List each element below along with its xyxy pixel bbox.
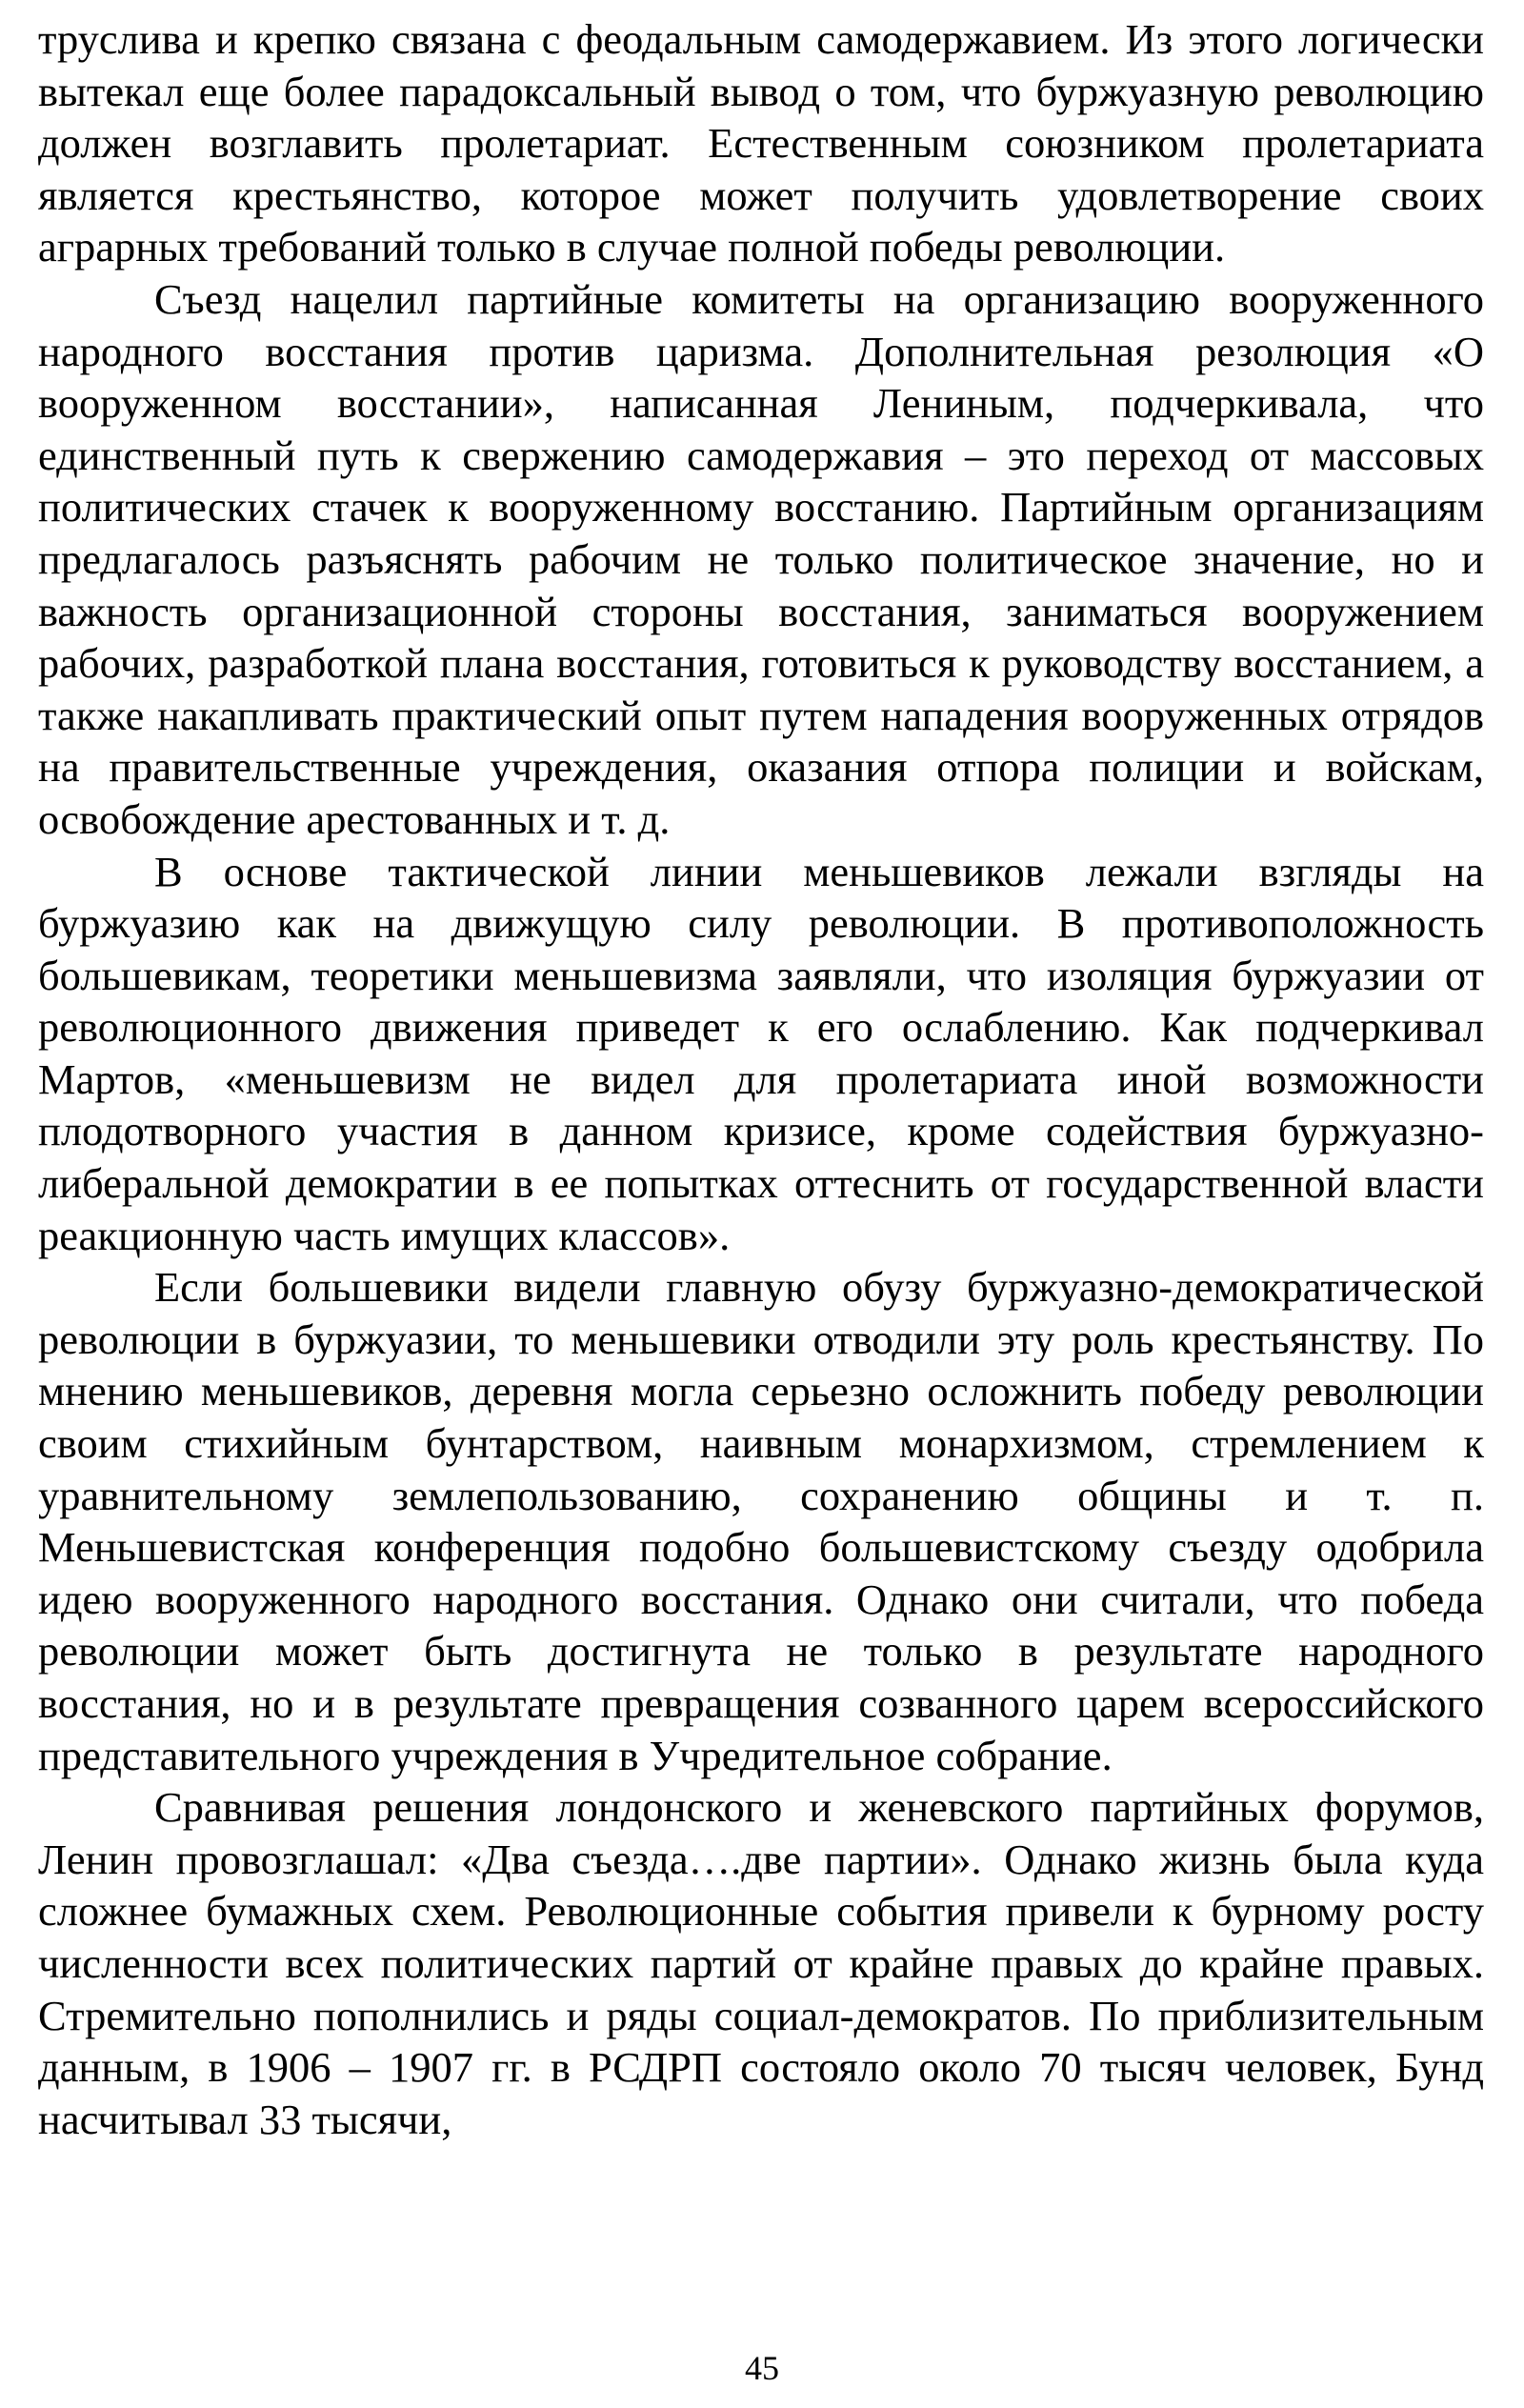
paragraph-continuation: труслива и крепко связана с феодальным самодержавием. Из этого логически вытекал еще более парадоксальный вывод о том, что буржуазную революцию должен возглавить пролетариат. Естественным союзником пролетариата является крестьянство, которое может получить удовлетворение своих аграрных требований только в случае полной победы революции. (38, 15, 1484, 271)
paragraph-armed-uprising: Съезд нацелил партийные комитеты на организацию вооруженного народного восстания против царизма. Дополнительная резолюция «О вооруженном восстании», написанная Лениным, подчеркивала, что единственный путь к свержению самодержавия – это переход от массовых политических стачек к вооруженному восстанию. Партийным организациям предлагалось разъяснять рабочим не только политическое значение, но и важность организационной стороны восстания, заниматься вооружением рабочих, разработкой плана восстания, готовиться к руководству восстанием, а также накапливать практический опыт путем нападения вооруженных отрядов на правительственные учреждения, оказания отпора полиции и войскам, освобождение арестованных и т. д. (38, 274, 1484, 843)
paragraph-peasantry-role: Если большевики видели главную обузу буржуазно-демократической революции в буржуазии, то меньшевики отводили эту роль крестьянству. По мнению меньшевиков, деревня могла серьезно осложнить победу революции своим стихийным бунтарством, наивным монархизмом, стремлением к уравнительному землепользованию, сохранению общины и т. п. Меньшевистская конференция подобно большевистскому съезду одобрила идею вооруженного народного восстания. Однако они считали, что победа революции может быть достигнута не только в результате народного восстания, но и в результате превращения созванного царем всероссийского представительного учреждения в Учредительное собрание. (38, 1263, 1484, 1779)
document-page (38, 13, 1484, 2145)
paragraph-menshevik-tactics: В основе тактической линии меньшевиков лежали взгляды на буржуазию как на движущую силу революции. В противоположность большевикам, теоретики меньшевизма заявляли, что изоляция буржуазии от революционного движения приведет к его ослаблению. Как подчеркивал Мартов, «меньшевизм не видел для пролетариата иной возможности плодотворного участия в данном кризисе, кроме содействия буржуазно-либеральной демократии в ее попытках оттеснить от государственной власти реакционную часть имущих классов». (38, 847, 1484, 1259)
paragraph-party-growth: Сравнивая решения лондонского и женевского партийных форумов, Ленин провозглашал: «Два съезда….две партии». Однако жизнь была куда сложнее бумажных схем. Революционные события привели к бурному росту численности всех политических партий от крайне правых до крайне правых. Стремительно пополнились и ряды социал-демократов. По приблизительным данным, в 1906 – 1907 гг. в РСДРП состояло около 70 тысяч человек, Бунд насчитывал 33 тысячи, (38, 1783, 1484, 2143)
page-number: 45 (745, 2349, 779, 2387)
